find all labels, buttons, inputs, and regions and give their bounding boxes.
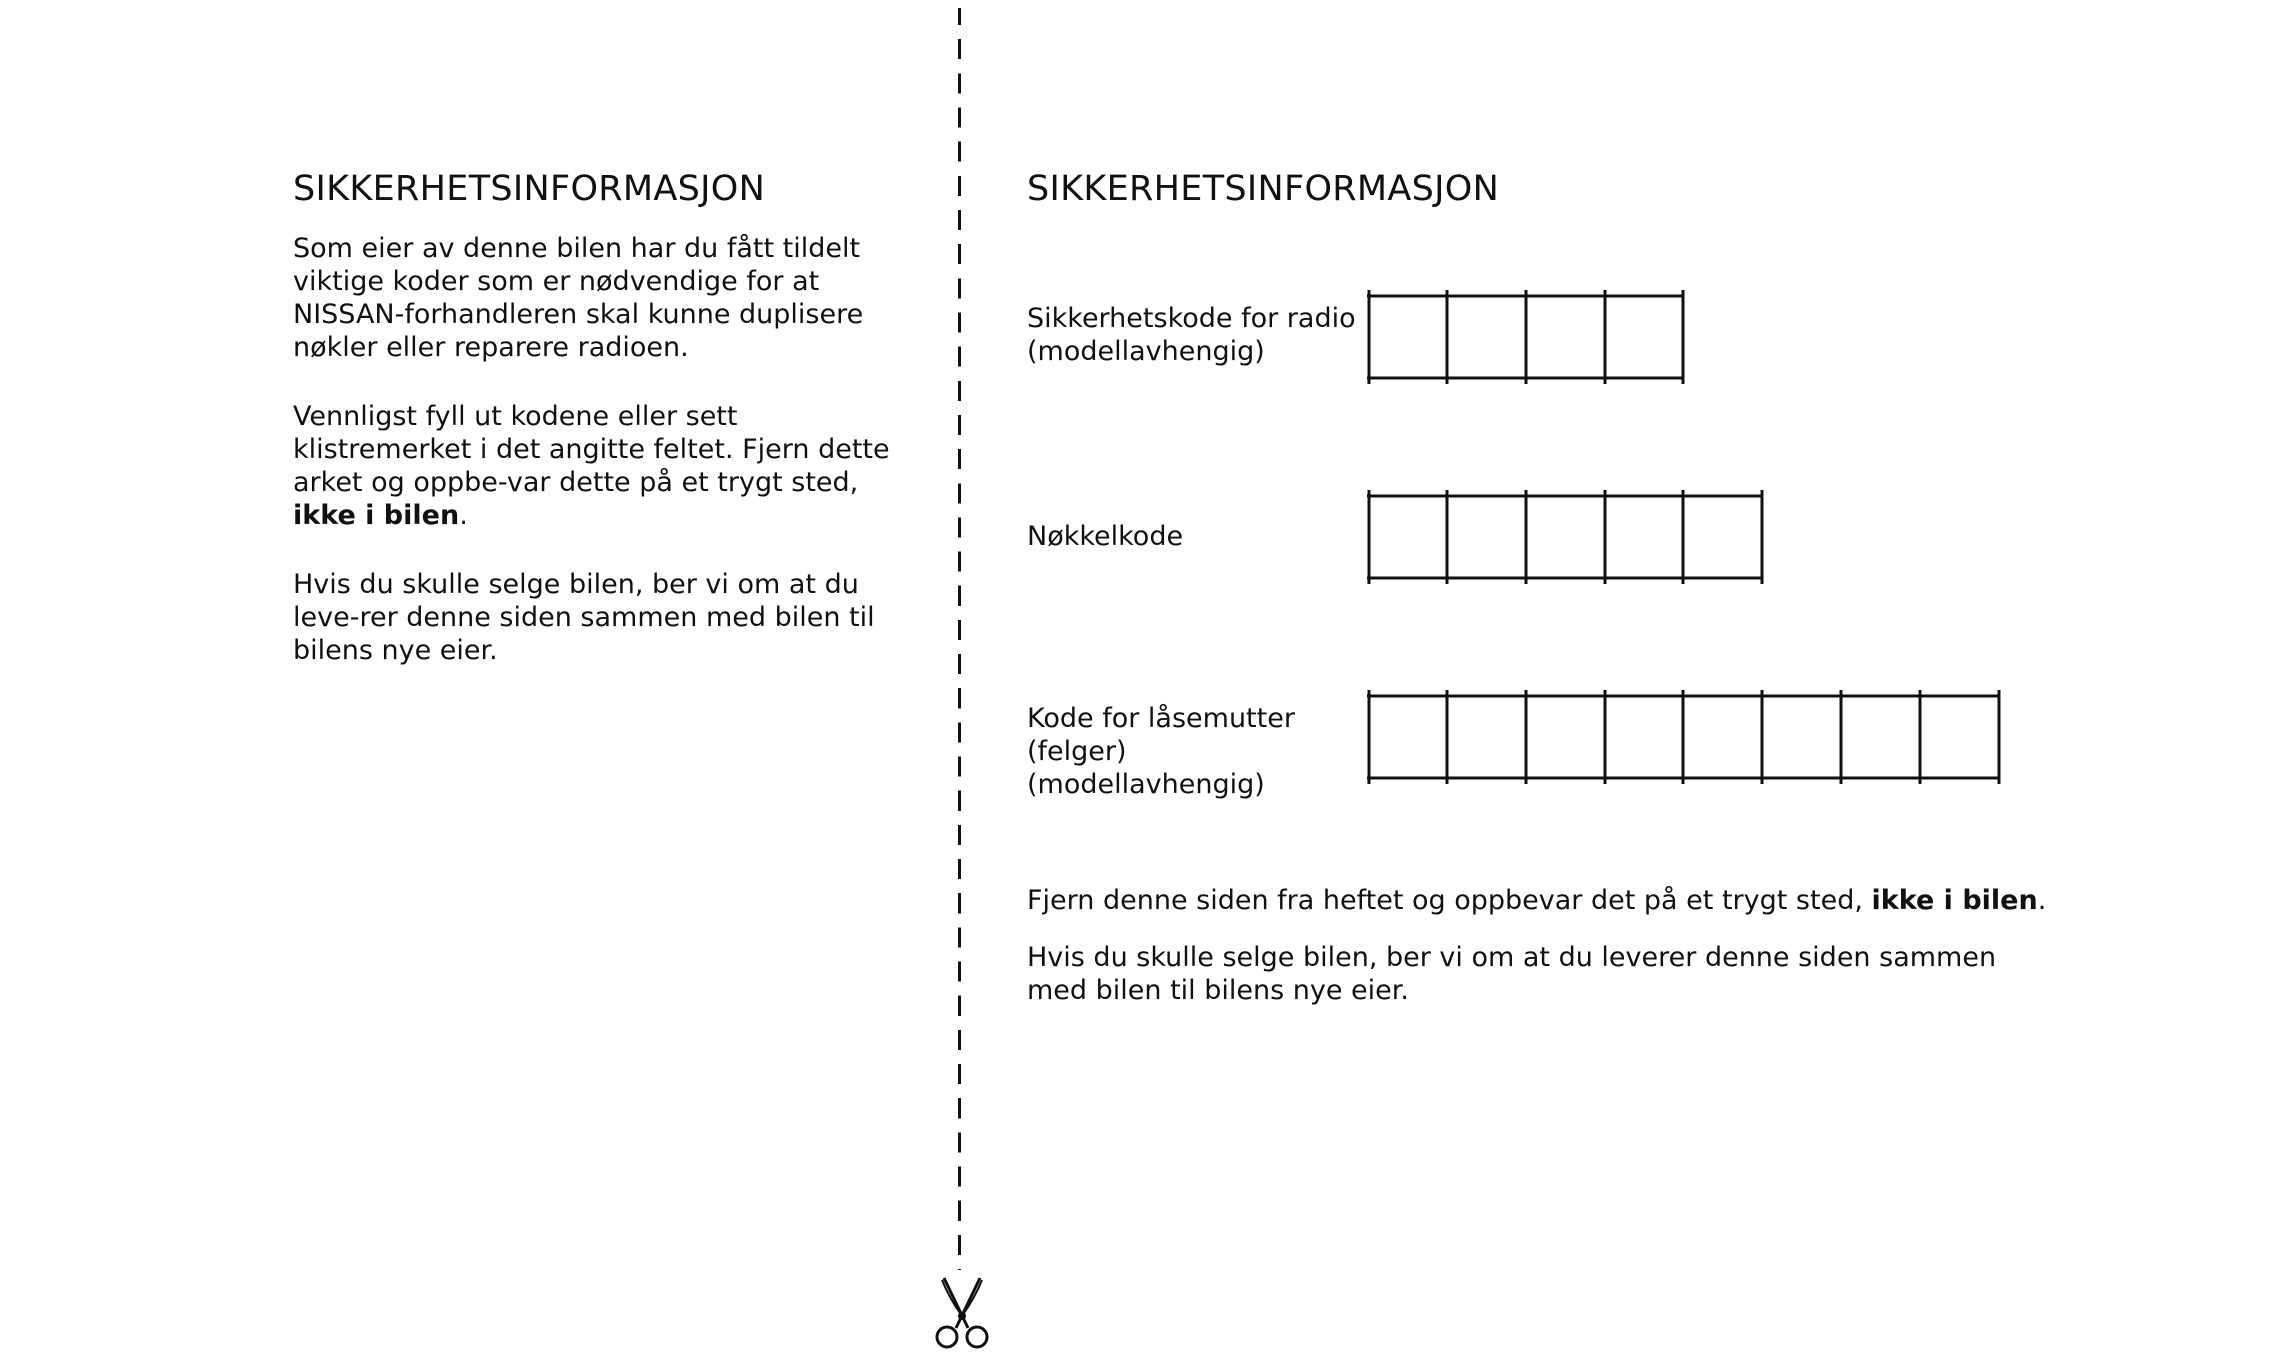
left-instructions-paragraph <box>293 400 913 532</box>
scissors-icon <box>934 1276 990 1350</box>
key-code-boxes[interactable] <box>1365 490 1775 590</box>
cut-line-divider <box>958 8 961 1270</box>
left-intro-paragraph: Som eier av denne bilen har du fått tildelt viktige koder som er nødvendige for at NISSAN-forhandleren skal kunne duplisere nøkler eller reparere radioen. <box>293 233 864 363</box>
right-storage-note-end: . <box>2037 885 2047 916</box>
radio-code-label-line1: Sikkerhetskode for radio <box>1027 303 1356 334</box>
key-code-label-line1: Nøkkelkode <box>1027 521 1184 552</box>
radio-code-boxes[interactable] <box>1365 290 1695 390</box>
right-column <box>1027 168 2227 210</box>
left-column <box>293 168 913 667</box>
right-heading: SIKKERHETSINFORMASJON <box>1027 169 1500 209</box>
right-storage-note <box>1027 884 2047 917</box>
radio-code-label-line2: (modellavhengig) <box>1027 336 1265 367</box>
left-resale-paragraph: Hvis du skulle selge bilen, ber vi om at du leve-rer denne siden sammen med bilen til bilens nye eier. <box>293 569 875 666</box>
radio-code-label <box>1027 302 1367 368</box>
right-resale-note: Hvis du skulle selge bilen, ber vi om at du leverer denne siden sammen med bilen til bilens nye eier. <box>1027 942 1997 1006</box>
locknut-code-label-line2: (felger) (modellavhengig) <box>1027 736 1265 800</box>
locknut-code-label-line1: Kode for låsemutter <box>1027 703 1295 734</box>
left-instructions-end: . <box>459 500 468 531</box>
left-instructions-text: Vennligst fyll ut kodene eller sett klistremerket i det angitte feltet. Fjern dette arket og oppbe-var dette på et trygt sted, <box>293 401 890 498</box>
left-heading: SIKKERHETSINFORMASJON <box>293 169 766 209</box>
left-instructions-emphasis: ikke i bilen <box>293 500 460 531</box>
right-storage-note-emphasis: ikke i bilen <box>1871 885 2038 916</box>
locknut-code-boxes[interactable] <box>1365 690 2015 790</box>
key-code-label <box>1027 520 1367 553</box>
locknut-code-label <box>1027 702 1367 801</box>
right-storage-note-text: Fjern denne siden fra heftet og oppbevar det på et trygt sted, <box>1027 885 1872 916</box>
